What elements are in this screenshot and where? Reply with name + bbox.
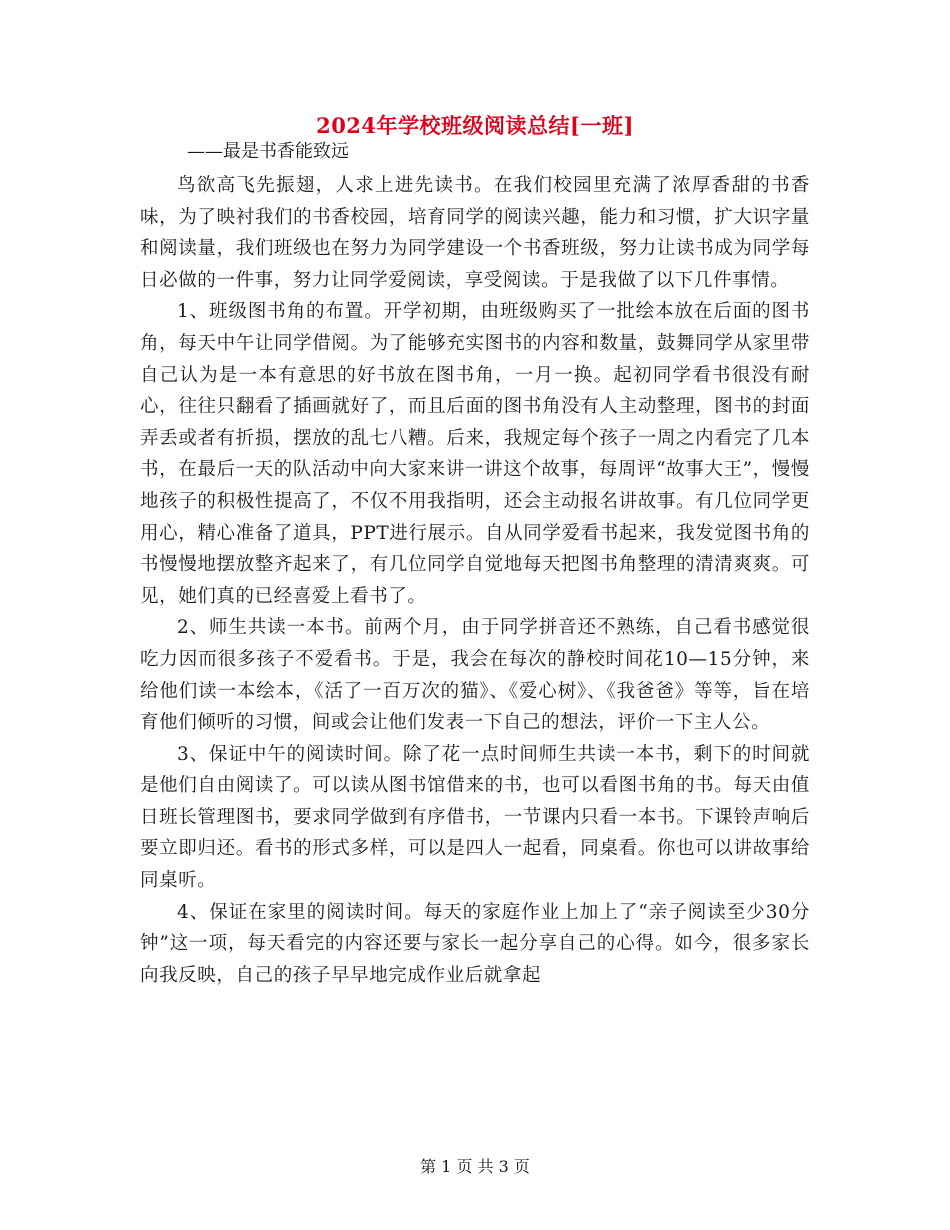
document-subtitle: ——最是书香能致远 (187, 141, 349, 162)
paragraph-shared-reading: 2、师生共读一本书。前两个月，由于同学拼音还不熟练，自己看书感觉很吃力因而很多孩子不爱看书。于是，我会在每次的静校时间花10—15分钟，来给他们读一本绘本，《活了一百万次的猫》、《爱心树》、《我爸爸》等等，旨在培育他们倾听的习惯，间或会让他们发表一下自己的想法，评价一下主人公。 (140, 617, 810, 734)
page-footer: 第 1 页 共 3 页 (420, 1157, 530, 1176)
paragraph-intro: 鸟欲高飞先振翅，人求上进先读书。在我们校园里充满了浓厚香甜的书香味，为了映衬我们的书香校园，培育同学的阅读兴趣，能力和习惯，扩大识字量和阅读量，我们班级也在努力为同学建设一个书香班级，努力让读书成为同学每日必做的一件事，努力让同学爱阅读，享受阅读。于是我做了以下几件事情。 (140, 175, 810, 291)
document-title: 2024年学校班级阅读总结[一班] (316, 113, 634, 138)
paragraph-home-reading: 4、保证在家里的阅读时间。每天的家庭作业上加上了“亲子阅读至少30分钟”这一项，每天看完的内容还要与家长一起分享自己的心得。如今，很多家长向我反映，自己的孩子早早地完成作业后就拿起 (140, 901, 810, 986)
paragraph-noon-reading: 3、保证中午的阅读时间。除了花一点时间师生共读一本书，剩下的时间就是他们自由阅读了。可以读从图书馆借来的书，也可以看图书角的书。每天由值日班长管理图书，要求同学做到有序借书，一节课内只看一本书。下课铃声响后要立即归还。看书的形式多样，可以是四人一起看，同桌看。你也可以讲故事给同桌听。 (140, 743, 810, 892)
document-body (140, 170, 810, 991)
paragraph-book-corner: 1、班级图书角的布置。开学初期，由班级购买了一批绘本放在后面的图书角，每天中午让同学借阅。为了能够充实图书的内容和数量，鼓舞同学从家里带自己认为是一本有意思的好书放在图书角，一月一换。起初同学看书很没有耐心，往往只翻看了插画就好了，而且后面的图书角没有人主动整理，图书的封面弄丢或者有折损，摆放的乱七八糟。后来，我规定每个孩子一周之内看完了几本书，在最后一天的队活动中向大家来讲一讲这个故事，每周评“故事大王”，慢慢地孩子的积极性提高了，不仅不用我指明，还会主动报名讲故事。有几位同学更用心，精心准备了道具，PPT进行展示。自从同学爱看书起来，我发觉图书角的书慢慢地摆放整齐起来了，有几位同学自觉地每天把图书角整理的清清爽爽。可见，她们真的已经喜爱上看书了。 (140, 301, 810, 607)
